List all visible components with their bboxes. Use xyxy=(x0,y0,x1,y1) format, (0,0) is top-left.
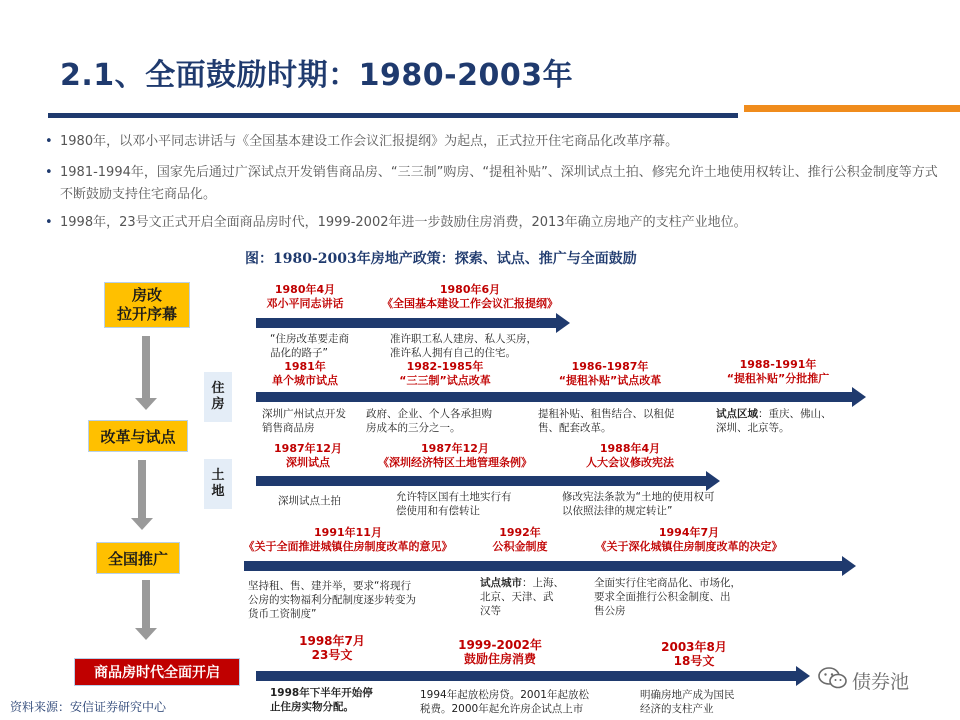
bullet-item xyxy=(45,212,940,234)
desc-line: 品化的路子” xyxy=(270,347,328,359)
bullet-item xyxy=(45,162,940,206)
side-label-char: 土 xyxy=(211,468,225,483)
desc-line: 汉等 xyxy=(480,605,501,617)
event-date: 1986-1987年 xyxy=(571,360,649,373)
event-description xyxy=(420,688,589,716)
event-name: 鼓励住房消费 xyxy=(463,652,536,666)
page-title: 2.1、全面鼓励时期：1980-2003年 xyxy=(60,58,574,93)
bullet-dot: • xyxy=(45,134,53,149)
event-date: 1987年12月 xyxy=(421,442,489,455)
event-label xyxy=(440,638,560,666)
desc-bold-label: 试点区域 xyxy=(716,408,758,420)
event-name: “提租补贴”分批推广 xyxy=(726,372,830,385)
event-description xyxy=(270,332,349,360)
event-date: 1988年4月 xyxy=(599,442,661,455)
timeline-bar xyxy=(256,476,706,486)
event-name: 《深圳经济特区土地管理条例》 xyxy=(378,456,532,469)
event-description xyxy=(262,407,346,435)
desc-bold-label: 试点城市 xyxy=(480,577,522,589)
event-label xyxy=(708,358,848,386)
desc-line: 货币工资制度” xyxy=(248,608,317,620)
side-label-char: 地 xyxy=(211,484,225,499)
event-label xyxy=(250,360,360,388)
event-description xyxy=(594,576,741,618)
desc-line: 止住房实物分配。 xyxy=(270,701,354,713)
desc-line: 修改宪法条款为“土地的使用权可 xyxy=(562,491,715,503)
event-label xyxy=(470,526,570,554)
figure-caption: 图：1980-2003年房地产政策：探索、试点、推广与全面鼓励 xyxy=(245,251,637,267)
event-label xyxy=(360,283,580,311)
stage-reform-start xyxy=(104,282,190,328)
desc-line: “住房改革要走商 xyxy=(270,333,349,345)
bullet-dot: • xyxy=(45,215,53,230)
event-description xyxy=(248,579,416,621)
event-label xyxy=(570,442,690,470)
desc-line: 坚持租、售、建并举，要求“将现行 xyxy=(248,580,411,592)
event-label xyxy=(258,442,358,470)
desc-line: 准许职工私人建房、私人买房， xyxy=(390,333,537,345)
desc-line: 税费。2000年起允许房企试点上市 xyxy=(420,703,584,715)
timeline-bar xyxy=(256,318,556,328)
event-description xyxy=(390,332,537,360)
event-name: 18号文 xyxy=(673,654,715,668)
event-description xyxy=(278,494,341,508)
side-label-housing xyxy=(204,372,232,422)
title-divider-orange xyxy=(744,105,960,112)
down-arrow-icon xyxy=(135,580,157,640)
stage-label: 商品房时代全面开启 xyxy=(94,665,220,681)
side-label-char: 住 xyxy=(211,381,225,396)
event-name: 公积金制度 xyxy=(492,540,548,553)
event-description xyxy=(396,490,512,518)
event-name: 23号文 xyxy=(311,648,353,662)
bullet-item xyxy=(45,131,940,153)
stage-commercial-era xyxy=(74,658,240,686)
desc-line: 经济的支柱产业 xyxy=(640,703,714,715)
event-name: “三三制”试点改革 xyxy=(399,374,491,387)
desc-line: ：重庆、佛山、 xyxy=(758,408,832,420)
event-date: 1981年 xyxy=(284,360,326,373)
timeline-arrowhead-icon xyxy=(556,313,570,333)
desc-line: 1998年下半年开始停 xyxy=(270,687,373,699)
desc-line: 深圳、北京等。 xyxy=(716,422,790,434)
event-label xyxy=(250,283,360,311)
event-name: “提租补贴”试点改革 xyxy=(558,374,662,387)
bullet-dot: • xyxy=(45,165,53,180)
timeline-arrowhead-icon xyxy=(706,471,720,491)
event-name: 单个城市试点 xyxy=(272,374,338,387)
timeline-arrowhead-icon xyxy=(852,387,866,407)
timeline-arrowhead-icon xyxy=(796,666,810,686)
bullet-text: 1998年，23号文正式开启全面商品房时代，1999-2002年进一步鼓励住房消费，2013年确立房地产的支柱产业地位。 xyxy=(60,215,747,230)
source-note: 资料来源：安信证券研究中心 xyxy=(10,700,167,714)
watermark-text: 债券池 xyxy=(852,671,910,693)
event-name: 人大会议修改宪法 xyxy=(586,456,674,469)
desc-line: 全面实行住宅商品化、市场化， xyxy=(594,577,741,589)
desc-line: 明确房地产成为国民 xyxy=(640,689,735,701)
desc-line: 房成本的三分之一。 xyxy=(366,422,461,434)
stage-nationwide xyxy=(96,542,180,574)
event-description xyxy=(480,576,564,618)
event-date: 1988-1991年 xyxy=(739,358,817,371)
down-arrow-icon xyxy=(135,336,157,410)
wechat-icon xyxy=(818,666,848,695)
side-label-char: 房 xyxy=(211,397,225,412)
event-name: 《全国基本建设工作会议汇报提纲》 xyxy=(382,297,558,310)
stage-label: 全国推广 xyxy=(107,549,168,568)
event-description xyxy=(716,407,832,435)
watermark xyxy=(818,666,909,695)
desc-line: 1994年起放松房贷。2001年起放松 xyxy=(420,689,589,701)
bullet-text: 1980年，以邓小平同志讲话与《全国基本建设工作会议汇报提纲》为起点，正式拉开住宅商品化改革序幕。 xyxy=(60,134,679,149)
side-label-land xyxy=(204,459,232,509)
desc-line: 深圳广州试点开发 xyxy=(262,408,346,420)
desc-line: 偿使用和有偿转让 xyxy=(396,505,480,517)
event-date: 1982-1985年 xyxy=(406,360,484,373)
event-label xyxy=(380,360,510,388)
event-description xyxy=(538,407,675,435)
event-date: 1992年 xyxy=(499,526,541,539)
timeline-arrowhead-icon xyxy=(842,556,856,576)
desc-line: 政府、企业、个人各承担购 xyxy=(366,408,492,420)
event-name: 《关于全面推进城镇住房制度改革的意见》 xyxy=(243,540,453,553)
event-date: 1980年4月 xyxy=(274,283,336,296)
stage-label: 房改 xyxy=(131,286,162,304)
event-label xyxy=(644,640,744,668)
event-date: 1980年6月 xyxy=(439,283,501,296)
event-name: 深圳试点 xyxy=(286,456,330,469)
event-label xyxy=(232,526,464,554)
event-date: 1991年11月 xyxy=(314,526,382,539)
desc-line: 深圳试点土拍 xyxy=(278,495,341,507)
event-name: 《关于深化城镇住房制度改革的决定》 xyxy=(595,540,783,553)
timeline-bar xyxy=(244,561,842,571)
desc-line: 售公房 xyxy=(594,605,626,617)
desc-line: 准许私人拥有自己的住宅。 xyxy=(390,347,516,359)
down-arrow-icon xyxy=(131,460,153,530)
stage-label: 拉开序幕 xyxy=(116,305,177,323)
timeline-bar xyxy=(256,671,796,681)
desc-line: 北京、天津、武 xyxy=(480,591,554,603)
desc-line: 公房的实物福利分配制度逐步转变为 xyxy=(248,594,416,606)
desc-line: ：上海、 xyxy=(522,577,564,589)
event-date: 1987年12月 xyxy=(274,442,342,455)
stage-label: 改革与试点 xyxy=(100,427,176,446)
event-name: 邓小平同志讲话 xyxy=(266,297,344,310)
stage-reform-pilot xyxy=(88,420,188,452)
timeline-bar xyxy=(256,392,852,402)
event-label xyxy=(540,360,680,388)
desc-line: 售、配套改革。 xyxy=(538,422,612,434)
desc-line: 以依照法律的规定转让” xyxy=(562,505,673,517)
bullet-text: 1981-1994年，国家先后通过广深试点开发销售商品房、“三三制”购房、“提租补贴”、深圳试点土拍、修宪允许土地使用权转让、推行公积金制度等方式不断鼓励支持住宅商品化。 xyxy=(60,165,938,202)
event-date: 1994年7月 xyxy=(658,526,720,539)
event-date: 1999-2002年 xyxy=(458,638,542,652)
event-description xyxy=(562,490,714,518)
event-date: 2003年8月 xyxy=(661,640,727,654)
desc-line: 提租补贴、租售结合、以租促 xyxy=(538,408,675,420)
title-divider-blue xyxy=(48,113,738,118)
event-date: 1998年7月 xyxy=(299,634,365,648)
event-label xyxy=(370,442,540,470)
event-description xyxy=(270,686,373,714)
event-description xyxy=(366,407,492,435)
event-description xyxy=(640,688,735,716)
desc-line: 允许特区国有土地实行有 xyxy=(396,491,512,503)
event-label xyxy=(584,526,794,554)
desc-line: 销售商品房 xyxy=(262,422,315,434)
event-label xyxy=(282,634,382,662)
desc-line: 要求全面推行公积金制度、出 xyxy=(594,591,731,603)
